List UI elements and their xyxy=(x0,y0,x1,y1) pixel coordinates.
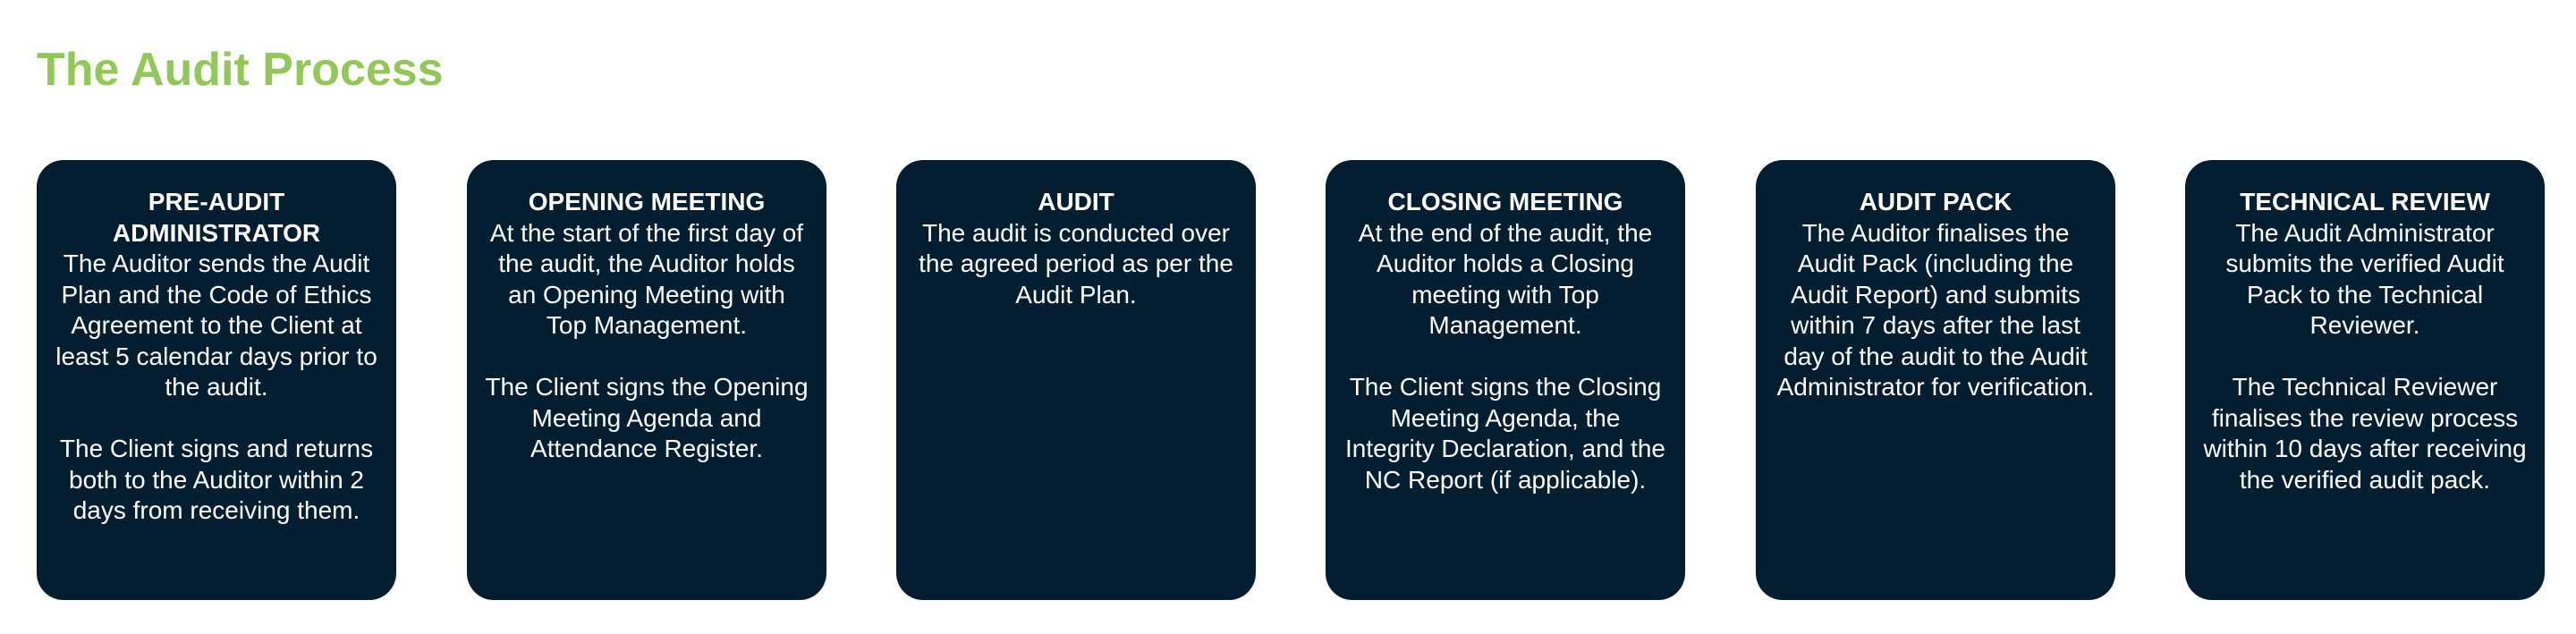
card-title: CLOSING MEETING xyxy=(1387,188,1623,216)
process-card-technical-review xyxy=(2185,160,2545,600)
paragraph-spacer xyxy=(485,342,809,373)
card-paragraph: At the start of the first day of the audit, the Auditor holds an Opening Meeting with Top Management. xyxy=(489,218,804,339)
card-title: AUDIT PACK xyxy=(1859,188,2012,216)
card-paragraph: The Auditor sends the Audit Plan and the Code of Ethics Agreement to the Client at least 5 calendar days prior to the audit. xyxy=(55,249,377,401)
card-paragraph: The Client signs and returns both to the Auditor within 2 days from receiving them. xyxy=(59,435,374,524)
process-card-audit xyxy=(896,160,1256,600)
card-paragraph: At the end of the audit, the Auditor holds a Closing meeting with Top Management. xyxy=(1358,218,1653,339)
card-title: PRE-AUDIT ADMINISTRATOR xyxy=(112,188,321,247)
paragraph-spacer xyxy=(1343,342,1667,373)
card-paragraph: The Technical Reviewer finalises the review process within 10 days after receiving the verified audit pack. xyxy=(2203,373,2527,494)
process-card-audit-pack xyxy=(1756,160,2115,600)
process-card-closing-meeting xyxy=(1326,160,1685,600)
card-paragraph: The Auditor finalises the Audit Pack (including the Audit Report) and submits within 7 days after the last day of the audit to the Audit Administrator for verification. xyxy=(1776,218,2095,401)
process-card-opening-meeting xyxy=(467,160,826,600)
paragraph-spacer xyxy=(2203,342,2527,373)
card-paragraph: The Client signs the Opening Meeting Agenda and Attendance Register. xyxy=(485,373,809,462)
card-paragraph: The audit is conducted over the agreed period as per the Audit Plan. xyxy=(919,218,1233,309)
card-paragraph: The Client signs the Closing Meeting Agenda, the Integrity Declaration, and the NC Report (if applicable). xyxy=(1345,373,1665,494)
process-card-pre-audit-administrator xyxy=(37,160,396,600)
card-title: TECHNICAL REVIEW xyxy=(2240,188,2490,216)
paragraph-spacer xyxy=(55,403,378,435)
card-title: OPENING MEETING xyxy=(528,188,766,216)
card-title: AUDIT xyxy=(1038,188,1114,216)
page-title: The Audit Process xyxy=(37,44,444,96)
card-paragraph: The Audit Administrator submits the verified Audit Pack to the Technical Reviewer. xyxy=(2225,218,2504,339)
